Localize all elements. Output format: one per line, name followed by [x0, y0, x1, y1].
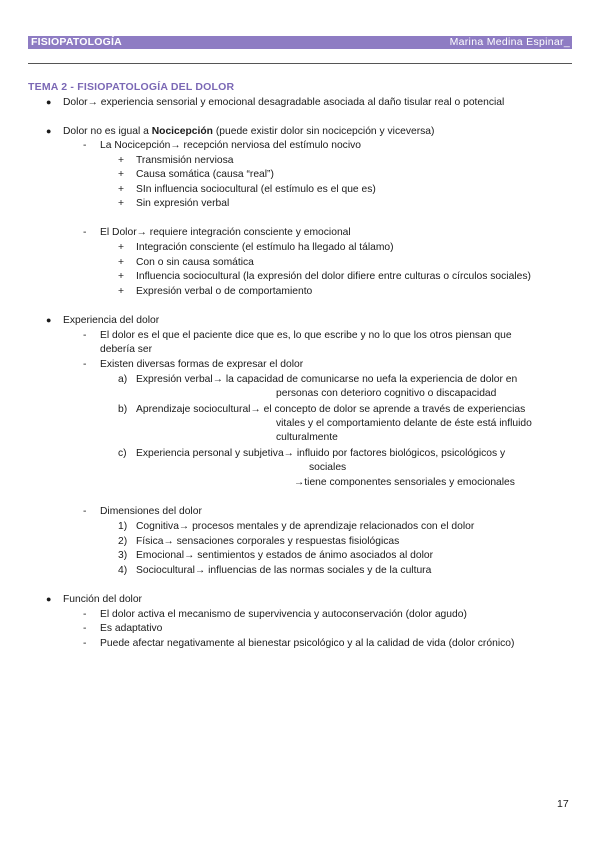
list-marker: a): [118, 374, 128, 385]
form-line: vitales y el comportamiento delante de éste está influido: [276, 418, 532, 429]
bullet-icon: ●: [46, 594, 52, 604]
list-marker: b): [118, 404, 128, 415]
func-item: Puede afectar negativamente al bienestar psicológico y al la calidad de vida (dolor crónico): [100, 638, 515, 649]
noci-item: SIn influencia sociocultural (el estímulo es el que es): [136, 184, 376, 195]
noci-item: Transmisión nerviosa: [136, 155, 234, 166]
page-number: 17: [557, 798, 569, 810]
form-line: sociales: [309, 462, 347, 473]
s2-text: Dolor no es igual a Nocicepción (puede existir dolor sin nocicepción y viceversa): [63, 126, 435, 137]
header-author: Marina Medina Espinar_: [449, 36, 570, 48]
bullet-icon: ●: [46, 126, 52, 136]
noci-line: La Nocicepción→ recepción nerviosa del estímulo nocivo: [100, 140, 361, 151]
plus-icon: +: [118, 184, 125, 195]
dash-icon: -: [83, 140, 87, 151]
form-line: Aprendizaje sociocultural→ el concepto de dolor se aprende a través de experiencias: [136, 404, 526, 415]
bullet-icon: ●: [46, 97, 52, 107]
exp-line: Existen diversas formas de expresar el dolor: [100, 359, 304, 370]
dolor-item: Influencia sociocultural (la expresión del dolor difiere entre culturas o círculos sociales): [136, 271, 531, 282]
bullet-icon: ●: [46, 315, 52, 325]
dolor-item: Expresión verbal o de comportamiento: [136, 286, 313, 297]
list-marker: 1): [118, 521, 128, 532]
dolor-line: El Dolor→ requiere integración consciente y emocional: [100, 227, 351, 238]
dim-item: Física→ sensaciones corporales y respuestas fisiológicas: [136, 536, 400, 547]
noci-item: Sin expresión verbal: [136, 198, 230, 209]
func-item: Es adaptativo: [100, 623, 163, 634]
form-line: personas con deterioro cognitivo o discapacidad: [276, 388, 497, 399]
page-title: TEMA 2 - FISIOPATOLOGÍA DEL DOLOR: [28, 81, 235, 93]
plus-icon: +: [118, 155, 125, 166]
plus-icon: +: [118, 198, 125, 209]
noci-item: Causa somática (causa “real”): [136, 169, 274, 180]
plus-icon: +: [118, 286, 125, 297]
form-line: →tiene componentes sensoriales y emocionales: [294, 477, 515, 488]
nocicepcion-term: Nocicepción: [151, 126, 213, 137]
dim-item: Sociocultural→ influencias de las normas sociales y de la cultura: [136, 565, 432, 576]
func-item: El dolor activa el mecanismo de supervivencia y autoconservación (dolor agudo): [100, 609, 467, 620]
s3-text: Experiencia del dolor: [63, 315, 160, 326]
dim-line: Dimensiones del dolor: [100, 506, 202, 517]
dash-icon: -: [83, 227, 87, 238]
dolor-item: Integración consciente (el estímulo ha llegado al tálamo): [136, 242, 394, 253]
list-marker: 4): [118, 565, 128, 576]
list-marker: c): [118, 448, 127, 459]
dash-icon: -: [83, 330, 87, 341]
list-marker: 2): [118, 536, 128, 547]
plus-icon: +: [118, 169, 125, 180]
dim-item: Cognitiva→ procesos mentales y de aprendizaje relacionados con el dolor: [136, 521, 475, 532]
dim-item: Emocional→ sentimientos y estados de ánimo asociados al dolor: [136, 550, 434, 561]
dash-icon: -: [83, 623, 87, 634]
exp-line: El dolor es el que el paciente dice que es, lo que escribe y no lo que los otros piensan que: [100, 330, 512, 341]
plus-icon: +: [118, 271, 125, 282]
header-subject: FISIOPATOLOGÍA: [31, 36, 122, 48]
dash-icon: -: [83, 638, 87, 649]
header-bar: [28, 36, 572, 49]
list-marker: 3): [118, 550, 128, 561]
plus-icon: +: [118, 257, 125, 268]
form-line: Expresión verbal→ la capacidad de comunicarse no uefa la experiencia de dolor en: [136, 374, 518, 385]
plus-icon: +: [118, 242, 125, 253]
exp-line: debería ser: [100, 344, 153, 355]
s1-text: Dolor→ experiencia sensorial y emocional desagradable asociada al daño tisular real o potencial: [63, 97, 505, 108]
header-divider: [28, 63, 572, 64]
dolor-item: Con o sin causa somática: [136, 257, 254, 268]
dash-icon: -: [83, 359, 87, 370]
form-line: Experiencia personal y subjetiva→ influido por factores biológicos, psicológicos y: [136, 448, 506, 459]
dash-icon: -: [83, 609, 87, 620]
dash-icon: -: [83, 506, 87, 517]
s4-text: Función del dolor: [63, 594, 142, 605]
form-line: culturalmente: [276, 432, 338, 443]
